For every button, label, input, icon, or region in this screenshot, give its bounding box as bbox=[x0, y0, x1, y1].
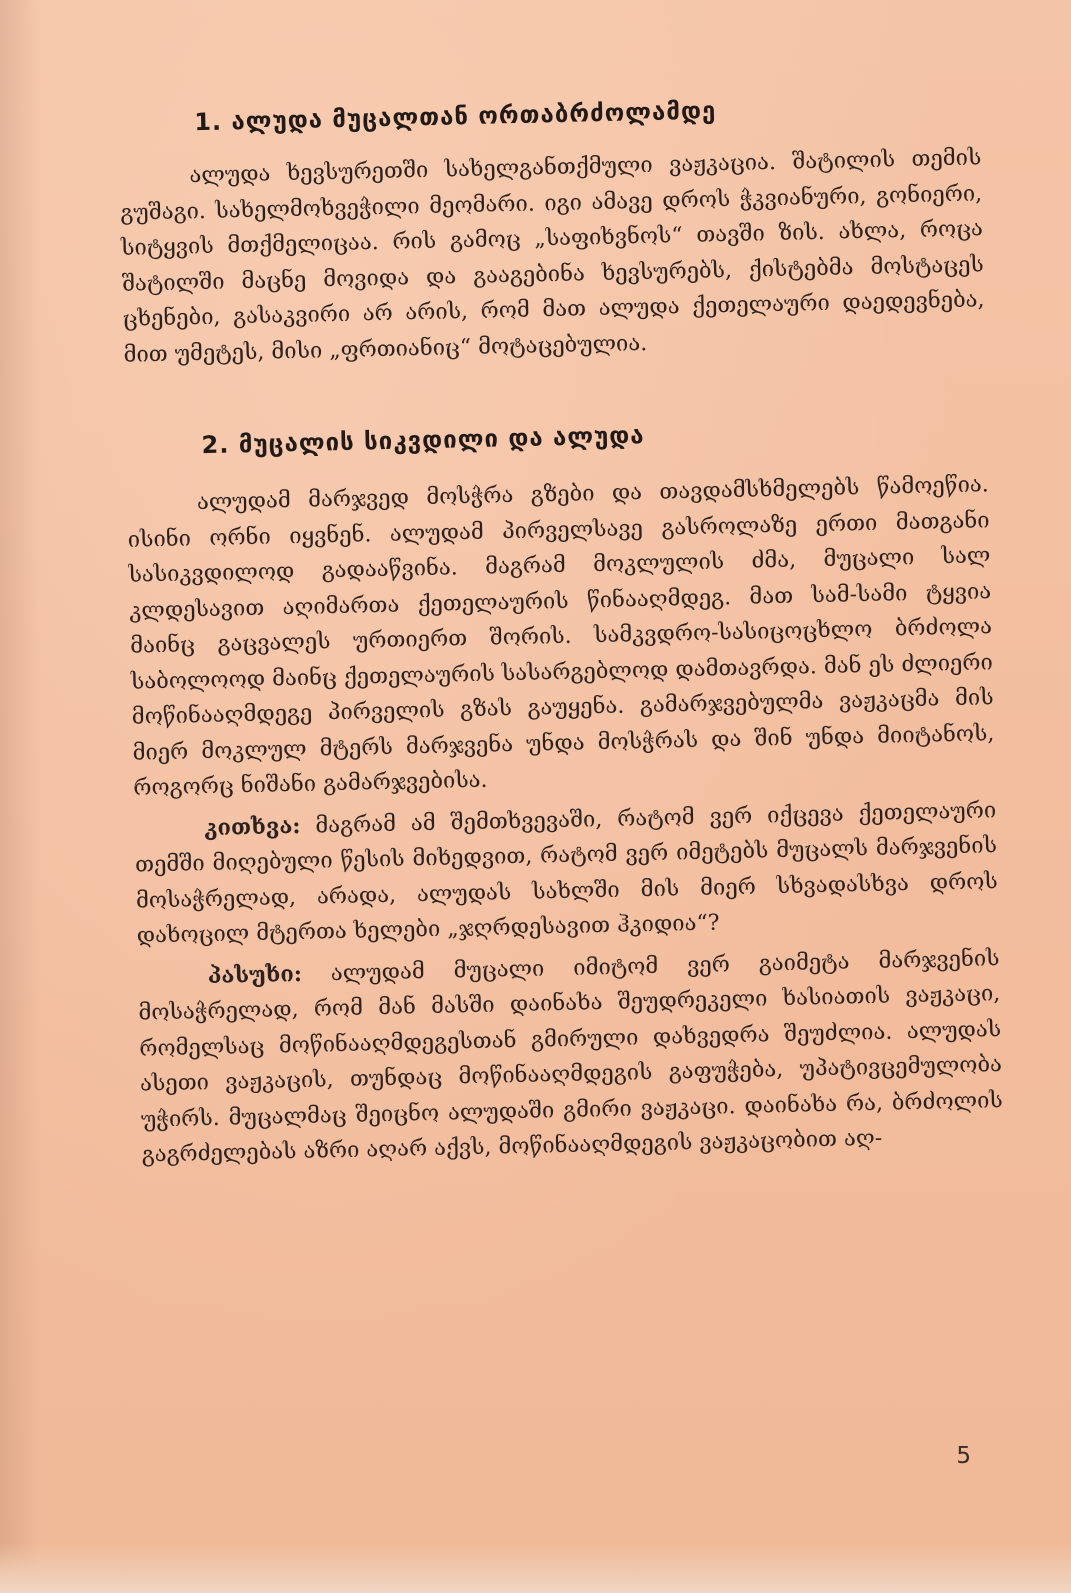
question-text: მაგრამ ამ შემთხვევაში, რატომ ვერ იქცევა ქეთელაური თემში მიღებული წესის მიხედვით, რატომ ვერ იმეტებს მუცალს მარჯვენის მოსაჭრელად, არადა, ალუდას სახლში მის მიერ სხვადასხვა დროს დახოცილ მტერთა ხელები „ჯღრდესავით ჰკიდია“? bbox=[134, 797, 999, 949]
section-heading-1: 1. ალუდა მუცალთან ორთაბრძოლამდე bbox=[193, 96, 717, 137]
section-2-paragraph: ალუდამ მარჯვედ მოსჭრა გზები და თავდამსხმელებს წამოეწია. ისინი ორნი იყვნენ. ალუდამ პირველსავე გასროლაზე ერთი მათგანი სასიკვდილოდ გადააწვინა. მაგრამ მოკლულის ძმა, მუცალი სალ კლდესავით აღიმართა ქეთელაურის წინააღმდეგ. მათ სამ-სამი ტყვია მაინც გაცვალეს ურთიერთ შორის. სამკვდრო-სასიცოცხლო ბრძოლა საბოლოოდ მაინც ქეთელაურის სასარგებლოდ დამთავრდა. მან ეს ძლიერი მოწინააღმდეგე პირველის გზას გაუყენა. გამარჯვებულმა ვაჟკაცმა მის მიერ მოკლულ მტერს მარჯვენა უნდა მოსჭრას და შინ უნდა მიიტანოს, როგორც ნიშანი გამარჯვებისა. bbox=[127, 472, 995, 801]
answer-paragraph bbox=[137, 941, 1004, 1174]
answer-label: პასუხი: bbox=[207, 960, 303, 989]
answer-text: ალუდამ მუცალი იმიტომ ვერ გაიმეტა მარჯვენის მოსაჭრელად, რომ მან მასში დაინახა შეუდრეკელი ხასიათის ვაჟკაცი, რომელსაც მოწინააღმდეგესთან გმირული დახვედრა შეუძლია. ალუდას ასეთი ვაჟკაცის, თუნდაც მოწინააღმდეგის გაფუჭება, უპატივცემულობა უჭირს. მუცალმაც შეიცნო ალუდაში გმირი ვაჟკაცი. დაინახა რა, ბრძოლის გაგრძელებას აზრი აღარ აქვს, მოწინააღმდეგის ვაჟკაცობით აღ- bbox=[138, 945, 1003, 1168]
page-bottom-edge bbox=[0, 1543, 1071, 1593]
page-content bbox=[118, 90, 1004, 1179]
section-1-paragraph: ალუდა ხევსურეთში სახელგანთქმული ვაჟკაცია. შატილის თემის გუშაგი. სახელმოხვეჭილი მეომარი. იგი ამავე დროს ჭკვიანური, გონიერი, სიტყვის მთქმელიცაა. რის გამოც „საფიხვნოს“ თავში ზის. ახლა, როცა შატილში მაცნე მოვიდა და გააგებინა ხევსურებს, ქისტებმა მოსტაცეს ცხენები, გასაკვირი არ არის, რომ მათ ალუდა ქეთელაური დაედევნება, მით უმეტეს, მისი „ფრთიანიც“ მოტაცებულია. bbox=[120, 145, 985, 368]
question-label: კითხვა: bbox=[204, 812, 301, 841]
page-number: 5 bbox=[956, 1443, 971, 1469]
section-heading-2: 2. მუცალის სიკვდილი და ალუდა bbox=[201, 421, 645, 460]
question-paragraph bbox=[134, 793, 999, 955]
page-edge-shadow bbox=[0, 0, 40, 1593]
